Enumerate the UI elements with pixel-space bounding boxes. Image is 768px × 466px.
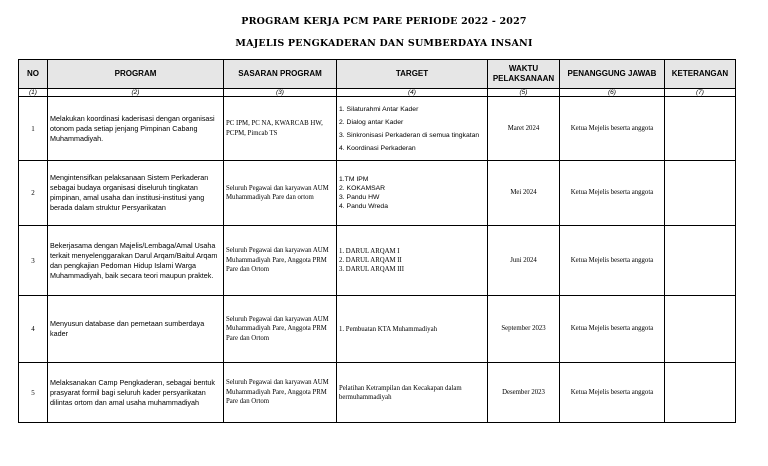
row-penanggung-jawab: Ketua Mejelis beserta anggota	[560, 226, 665, 296]
row-keterangan	[665, 296, 736, 363]
target-item: 1. Silaturahmi Antar Kader	[339, 105, 419, 113]
row-no: 4	[19, 296, 48, 363]
col-number: (7)	[665, 89, 736, 97]
row-program: Bekerjasama dengan Majelis/Lembaga/Amal Usaha terkait menyelenggarakan Darul Arqam/Baitul Arqam dan pengkajian Pedoman Hidup Islami Warga Muhammadiyah, baik secara teori maupun praktek.	[48, 226, 224, 296]
target-item: 1. Pembuatan KTA Muhammadiyah	[339, 325, 437, 333]
row-target	[337, 363, 488, 423]
target-item: 1. DARUL ARQAM I	[339, 248, 400, 255]
col-number: (5)	[488, 89, 560, 97]
header-penanggung-jawab: PENANGGUNG JAWAB	[560, 60, 665, 89]
row-sasaran: Seluruh Pegawai dan karyawan AUM Muhammadiyah Pare, Anggota PRM Pare dan Ortom	[224, 363, 337, 423]
row-waktu: Maret 2024	[488, 97, 560, 161]
row-waktu: Desember 2023	[488, 363, 560, 423]
row-penanggung-jawab: Ketua Mejelis beserta anggota	[560, 161, 665, 226]
row-keterangan	[665, 97, 736, 161]
row-program: Mengintensifkan pelaksanaan Sistem Perkaderan sebagai budaya organisasi diseluruh tingkatan pimpinan, amal usaha dan institusi-institusi yang berada dalam struktur Persyarikatan	[48, 161, 224, 226]
table-row	[19, 161, 736, 226]
row-no: 5	[19, 363, 48, 423]
target-item: Pelatihan Ketrampilan dan Kecakapan dalam bermuhammadiyah	[339, 384, 462, 401]
target-item: 2. Dialog antar Kader	[339, 118, 404, 126]
target-item: 3. Pandu HW	[339, 194, 380, 201]
target-item: 2. KOKAMSAR	[339, 185, 386, 192]
row-keterangan	[665, 363, 736, 423]
row-waktu: September 2023	[488, 296, 560, 363]
table-row	[19, 296, 736, 363]
row-waktu: Mei 2024	[488, 161, 560, 226]
col-number: (2)	[48, 89, 224, 97]
row-penanggung-jawab: Ketua Mejelis beserta anggota	[560, 97, 665, 161]
document-subtitle: MAJELIS PENGKADERAN DAN SUMBERDAYA INSANI	[235, 38, 533, 49]
header-keterangan: KETERANGAN	[665, 60, 736, 89]
target-item: 2. DARUL ARQAM II	[339, 257, 402, 264]
row-no: 1	[19, 97, 48, 161]
col-number: (4)	[337, 89, 488, 97]
row-program: Menyusun database dan pemetaan sumberdaya kader	[48, 296, 224, 363]
target-item: 3. DARUL ARQAM III	[339, 266, 405, 273]
row-target	[337, 97, 488, 161]
document-title: PROGRAM KERJA PCM PARE PERIODE 2022 - 2027	[241, 16, 527, 27]
header-waktu: WAKTU PELAKSANAAN	[488, 60, 560, 89]
row-waktu: Juni 2024	[488, 226, 560, 296]
row-program: Melaksanakan Camp Pengkaderan, sebagai bentuk prasyarat formil bagi seluruh kader persyarikatan dilintas ortom dan amal usaha muhammadiyah	[48, 363, 224, 423]
row-keterangan	[665, 161, 736, 226]
header-program: PROGRAM	[48, 60, 224, 89]
row-target	[337, 226, 488, 296]
row-target	[337, 161, 488, 226]
header-row	[19, 60, 736, 89]
row-sasaran: Seluruh Pegawai dan karyawan AUM Muhammadiyah Pare, Anggota PRM Pare dan Ortom	[224, 296, 337, 363]
table-row	[19, 363, 736, 423]
row-sasaran: Seluruh Pegawai dan karyawan AUM Muhammadiyah Pare dan ortom	[224, 161, 337, 226]
target-item: 4. Pandu Wreda	[339, 203, 388, 210]
table-row	[19, 226, 736, 296]
col-number: (3)	[224, 89, 337, 97]
row-no: 2	[19, 161, 48, 226]
col-number: (6)	[560, 89, 665, 97]
row-no: 3	[19, 226, 48, 296]
program-table	[18, 59, 736, 423]
column-number-row	[19, 89, 736, 97]
target-item: 3. Sinkronisasi Perkaderan di semua tingkatan	[339, 131, 480, 139]
row-sasaran: Seluruh Pegawai dan karyawan AUM Muhammadiyah Pare, Anggota PRM Pare dan Ortom	[224, 226, 337, 296]
target-item: 4. Koordinasi Perkaderan	[339, 144, 416, 152]
row-target	[337, 296, 488, 363]
header-target: TARGET	[337, 60, 488, 89]
header-no: NO	[19, 60, 48, 89]
row-program: Melakukan koordinasi kaderisasi dengan organisasi otonom pada setiap jenjang Pimpinan Cabang Muhammadiyah.	[48, 97, 224, 161]
table-row	[19, 97, 736, 161]
row-sasaran: PC IPM, PC NA, KWARCAB HW, PCPM, Pimcab TS	[224, 97, 337, 161]
header-sasaran: SASARAN PROGRAM	[224, 60, 337, 89]
row-penanggung-jawab: Ketua Mejelis beserta anggota	[560, 296, 665, 363]
target-item: 1.TM IPM	[339, 176, 369, 183]
row-keterangan	[665, 226, 736, 296]
row-penanggung-jawab: Ketua Mejelis beserta anggota	[560, 363, 665, 423]
col-number: (1)	[19, 89, 48, 97]
